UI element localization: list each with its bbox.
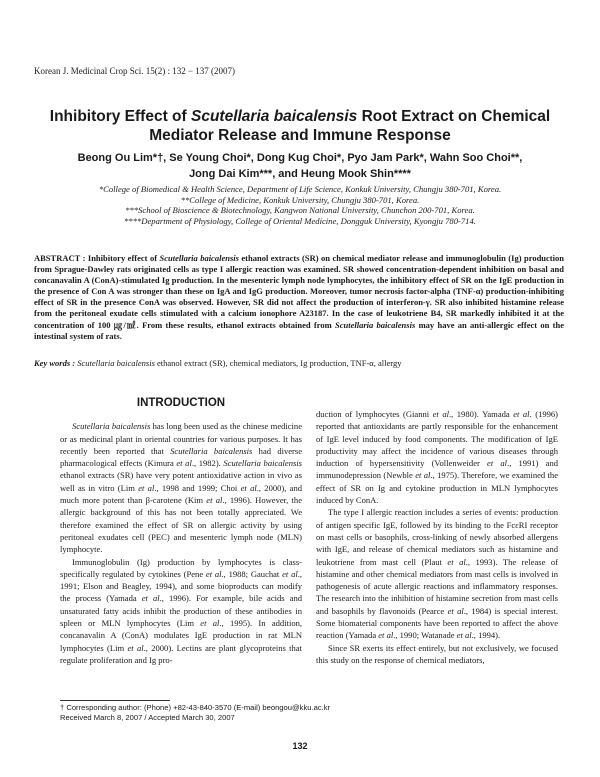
text: ., 1988; Gauchat <box>221 568 283 579</box>
et-al: et al <box>176 458 192 469</box>
page-number: 132 <box>292 741 308 751</box>
paragraph <box>316 408 558 506</box>
abstract-text-3: may have an anti-allergic effect on the intestinal system of rats. <box>34 319 564 341</box>
et-al: et al <box>240 482 257 493</box>
left-column <box>60 397 302 666</box>
right-column <box>316 408 558 666</box>
affiliation-2: **College of Medicine, Konkuk University, Chungju 380-701, Korea. <box>180 194 420 205</box>
text: ., 1984) is special interest. Some biomaterial components have been reported to affect the above reaction (Yamada <box>316 605 559 641</box>
paragraph <box>60 420 302 555</box>
species-name: Scutellaria baicalensis <box>223 458 303 469</box>
species-name: Scutellaria baicalensis <box>170 445 253 456</box>
et-al: et al <box>200 618 220 629</box>
text: ., 1991) and immunodepression (Newble <box>316 458 559 481</box>
title-line1-pre: Inhibitory Effect of <box>49 108 191 125</box>
title-line1-post: Root Extract on Chemical <box>357 108 551 125</box>
text: ., 1996). For example, bile acids and unsaturated fatty acids inhibit the production of these antibodies in spleen or MLN lymphocytes (Lim <box>60 593 303 629</box>
title-line2: Mediator Release and Immune Response <box>149 127 451 144</box>
corresponding-author: † Corresponding author: (Phone) +82-43-840-3570 (E-mail) beongou@kku.ac.kr <box>60 703 331 712</box>
et-al: et al <box>205 568 222 579</box>
paragraph <box>60 556 302 667</box>
section-heading-introduction: INTRODUCTION <box>136 397 226 409</box>
abstract-species-2: Scutellaria baicalensis <box>334 319 416 330</box>
text: Immunoglobulin (Ig) production by lymphocytes is class-specifically regulated by cytokines (Pene <box>60 556 302 579</box>
text: ., 1982). <box>191 458 224 469</box>
text: ., 1995). In addition, concanavalin A (ConA) modulates IgE production in rat MLN lymphocytes (Lim <box>60 618 303 653</box>
paper-title <box>40 107 560 145</box>
journal-header: Korean J. Medicinal Crop Sci. 15(2) : 132 − 137 (2007) <box>34 66 236 76</box>
et-al: et al <box>206 495 223 506</box>
footnote-divider <box>60 700 170 701</box>
title-species: Scutellaria baicalensis <box>190 108 358 125</box>
text: has long been used as the chinese medicine or as medicinal plant in oriental countries for various purposes. It has recently been reported that <box>60 421 302 456</box>
et-al: et al <box>447 605 464 616</box>
text: had diverse pharmacological effects (Kimura <box>60 445 302 469</box>
text: ., 2000). Lectins are plant glycoproteins that regulate proliferation and Ig pro- <box>60 642 302 665</box>
et-al: et al <box>378 630 394 641</box>
text: ., 1990; Watanade <box>393 630 457 641</box>
text: ., 1994). <box>471 630 501 641</box>
et-al: et al <box>447 556 466 567</box>
authors-line2: Jong Dai Kim***, and Heung Mook Shin**** <box>189 168 411 180</box>
et-al: et al <box>127 642 144 653</box>
text: ., 2000), and much more potent than β-carotene (Kim <box>60 482 303 506</box>
text: . (1996) reported that antioxidants are partly responsible for the enhancement of IgE level induced by food components. The modification of IgE productivity may affect the incidence of various diseases through induction of hypersensitivity (Vollenweider <box>316 409 559 469</box>
abstract <box>34 253 564 342</box>
text: ., 1975). Therefore, we examined the effect of SR on Ig and cytokine production in MLN lymphocytes induced by ConA. <box>316 470 558 506</box>
keywords <box>34 358 564 369</box>
affiliation-4: ****Department of Physiology, College of Oriental Medicine, Dongguk University, Kyongju 780-714. <box>124 215 476 226</box>
text: ., 1996). However, the allergic background of this has not been totally appreciated. We therefore examined the effect of SR on allergic activity by using peritoneal exudates cell (PEC) and mesenteric lymph node (MLN) lymphocyte. <box>60 495 302 555</box>
abstract-text-2: ethanol extracts (SR) on chemical mediator release and immunoglobulin (Ig) production from Sprague-Dawley rats originated cells as type I allergic reaction was examined. SR showed concentration-dependent inhibition on basal and concanavalin A (ConA)-stimulated Ig production. In the mesenteric lymph node lymphocytes, the inhibitory effect of SR on the IgE production in the presence of Con A was stronger than these on IgA and IgG production. Moreover, tumor necrosis factor-alpha (TNF-α) production-inhibiting effect of SR in the presence ConA was observed. However, SR did not affect the production of interferon-γ. SR also inhibited histamine release from the peritoneal exudate cells stimulated with a calcium ionophore A23187. In the case of leukotriene B4, SR markedly inhibited it at the concentration of 100 ㎍/㎖. From these results, ethanol extracts obtained from <box>34 253 564 330</box>
text: ., 1991; Elson and Beagley, 1994), and some bioproducts can modify the process (Yamada <box>60 568 302 604</box>
text: ethanol extracts (SR) have very potent antioxidative action in vivo as well as in vitro (Lim <box>60 470 302 493</box>
text: ., 1998 and 1999; Choi <box>154 482 241 493</box>
paragraph <box>316 642 558 667</box>
text: The type I allergic reaction includes a series of events: production of antigen specific IgE, followed by its binding to the FcεRI receptor on mast cells or basophils, cross-linking of newly absorbed allergens with IgE, and release of chemical mediators such as histamine and leukotriene from mast cell (Plaut <box>316 507 558 567</box>
et-al: et al <box>141 593 160 604</box>
affiliation-3: ***School of Bioscience & Biotechnology, Kangwon National University, Chunchon 200-701, Korea. <box>125 205 475 215</box>
author-list <box>40 150 560 182</box>
abstract-text-1: Inhibitory effect of <box>87 253 160 263</box>
text: ., 1993). The release of histamine and other chemical mediators from mast cells is involved in pathogenesis of acute allergic reactions and inflammatory responses. The research into the inhibition of histamine secretion from mast cells and basophils by flavonoids (Pearce <box>316 556 559 616</box>
et-al: et al <box>513 409 530 419</box>
et-al: et al <box>415 470 431 481</box>
keywords-species: Scutellaria baicalensis <box>77 358 155 368</box>
paragraph <box>316 506 558 641</box>
affiliation-1: *College of Biomedical & Health Science, Department of Life Science, Konkuk University, Chungju 380-701, Korea. <box>98 184 502 194</box>
keywords-label: Key words : <box>34 358 78 368</box>
abstract-species: Scutellaria baicalensis <box>159 253 239 263</box>
et-al: et al <box>487 458 508 469</box>
footnote <box>60 703 460 722</box>
authors-line1: Beong Ou Lim*†, Se Young Choi*, Dong Kug Choi*, Pyo Jam Park*, Wahn Soo Choi**, <box>77 152 523 164</box>
affiliations <box>40 184 560 226</box>
et-al: et al <box>456 630 472 641</box>
keywords-rest: ethanol extract (SR), chemical mediators, Ig production, TNF-α, allergy <box>154 358 402 368</box>
text: Since SR exerts its effect entirely, but not exclusively, we focused this study on the response of chemical mediators, <box>316 642 558 665</box>
received-accepted-dates: Received March 8, 2007 / Accepted March 30, 2007 <box>60 712 235 722</box>
abstract-label: ABSTRACT : <box>34 253 88 263</box>
et-al: et al <box>432 409 449 419</box>
species-name: Scutellaria baicalensis <box>72 421 151 432</box>
et-al: et al <box>138 482 155 493</box>
text: duction of lymphocytes (Gianni <box>316 409 433 419</box>
et-al: et al <box>282 568 298 579</box>
text: ., 1980). Yamada <box>448 409 514 419</box>
